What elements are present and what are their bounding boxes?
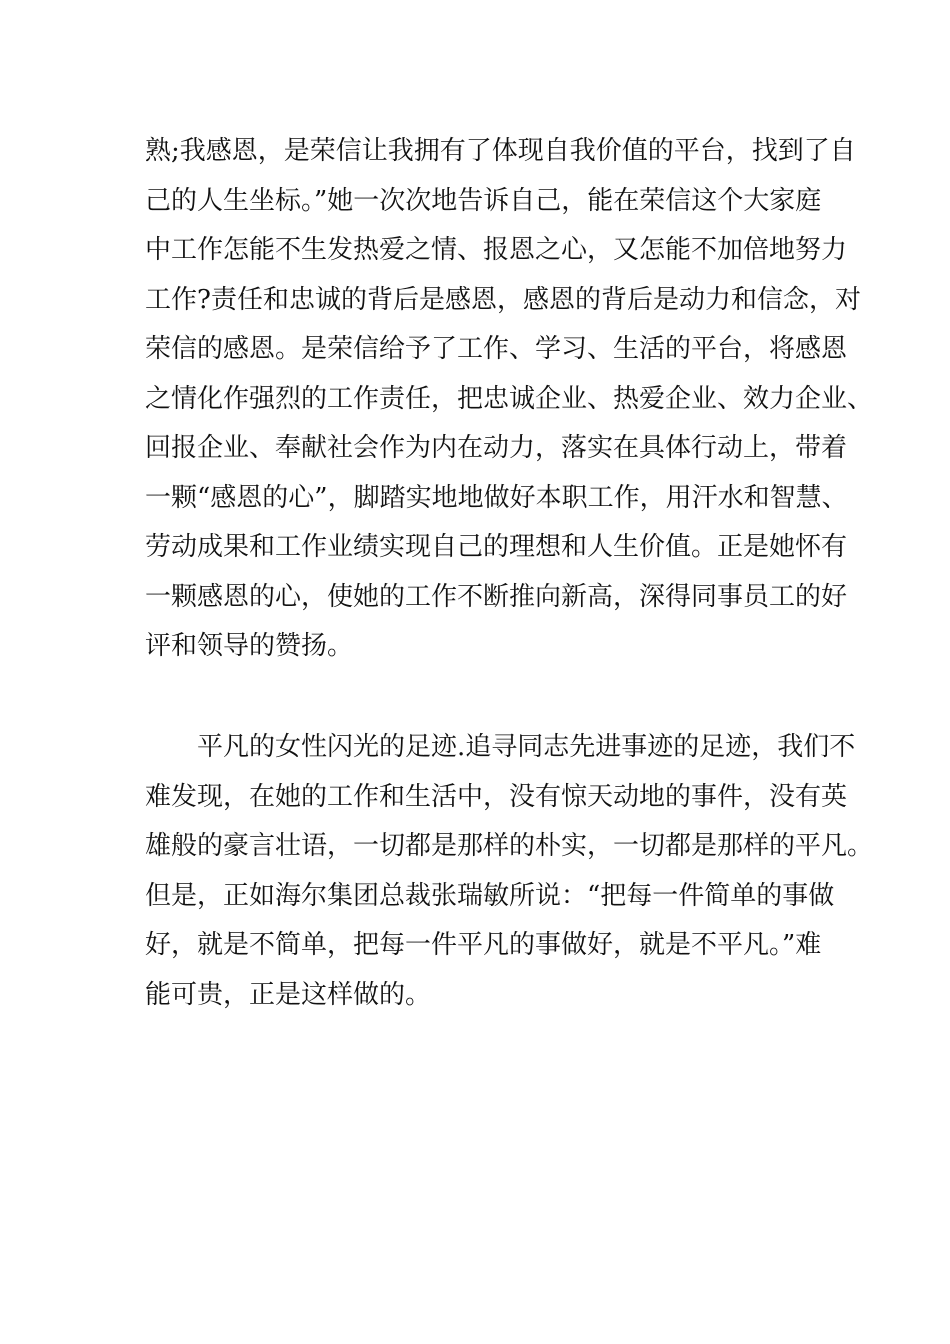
text-line: 评和领导的赞扬。 [145,631,354,661]
text-line: 回报企业、奉献社会作为内在动力，落实在具体行动上，带着 [145,433,848,463]
text-line: 工作?责任和忠诚的背后是感恩，感恩的背后是动力和信念，对 [145,284,861,315]
text-line: 中工作怎能不生发热爱之情、报恩之心，又怎能不加倍地努力 [145,235,848,265]
text-line: 一颗感恩的心，使她的工作不断推向新高，深得同事员工的好 [145,581,848,612]
text-line: 劳动成果和工作业绩实现自己的理想和人生价值。正是她怀有 [145,532,848,562]
text-line: 荣信的感恩。是荣信给予了工作、学习、生活的平台，将感恩 [145,334,848,364]
text-line: 己的人生坐标。”她一次次地告诉自己，能在荣信这个大家庭 [145,185,822,216]
text-line: 一颗“感恩的心”，脚踏实地地做好本职工作，用汗水和智慧、 [145,482,848,513]
text-line: 之情化作强烈的工作责任，把忠诚企业、热爱企业、效力企业、 [145,383,874,414]
paragraph-2 [145,723,874,1020]
text-line: 难发现，在她的工作和生活中，没有惊天动地的事件，没有英 [145,781,848,812]
text-line: 好，就是不简单，把每一件平凡的事做好，就是不平凡。”难 [145,930,822,960]
text-line: 平凡的女性闪光的足迹.追寻同志先进事迹的足迹，我们不 [145,732,856,762]
text-line: 雄般的豪言壮语，一切都是那样的朴实，一切都是那样的平凡。 [145,831,874,861]
text-line: 但是，正如海尔集团总裁张瑞敏所说：“把每一件简单的事做 [145,880,835,911]
text-line: 能可贵，正是这样做的。 [145,979,432,1010]
text-line: 熟;我感恩，是荣信让我拥有了体现自我价值的平台，找到了自 [145,136,856,166]
paragraph-1 [145,127,874,672]
